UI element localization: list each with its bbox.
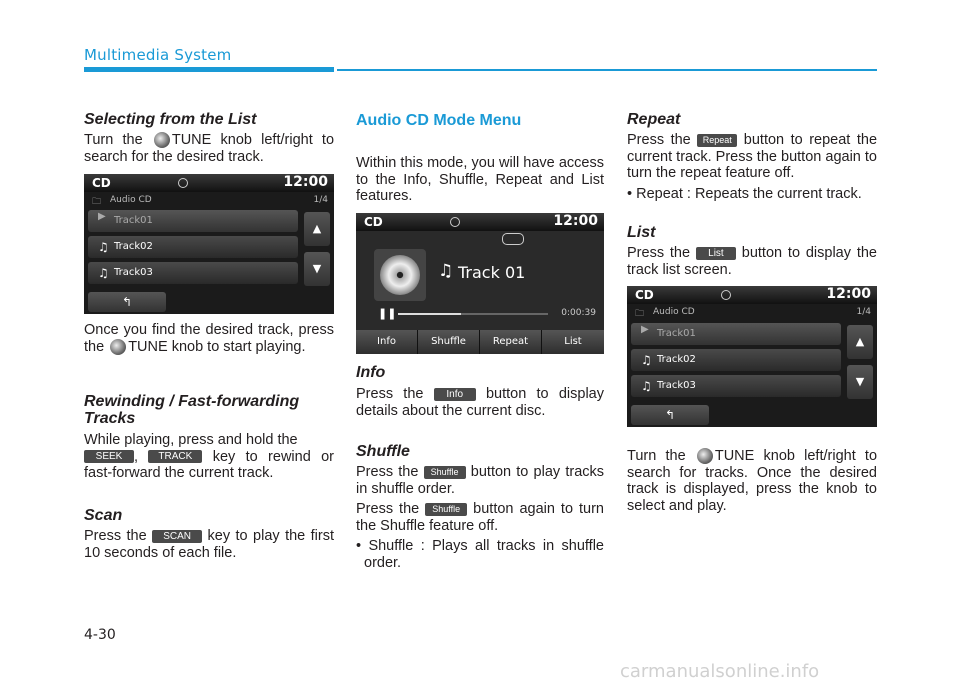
para-repeat: Press the Repeat button to repeat the current track. Press the button again to turn the repeat feature off. (627, 132, 878, 181)
para-scan: Press the SCAN key to play the first 10 seconds of each file. (84, 528, 335, 561)
back-button[interactable]: ↰ (631, 405, 709, 425)
disc-icon (178, 178, 188, 188)
heading-scan: Scan (84, 507, 123, 524)
folder-icon: 🗀 (635, 309, 645, 319)
heading-rewind: Rewinding / Fast-forwarding Tracks (84, 393, 300, 427)
para-select: Turn the TUNE knob left/right to search for the desired track. (84, 132, 335, 165)
repeat-status-icon (502, 233, 524, 245)
para-find: Once you find the desired track, press the TUNE knob to start playing. (84, 322, 334, 355)
para-list: Press the List button to display the track list screen. (627, 245, 877, 278)
info-button[interactable]: Info (356, 330, 418, 354)
heading-audio-cd-menu: Audio CD Mode Menu (356, 112, 522, 129)
cd-list-screen: CD 12:00 🗀 Audio CD 1/4 ▶ Track01 ♫ Track02 ♫ Track03 ▲ ▼ ↰ (84, 174, 334, 314)
tune-knob-icon (154, 132, 170, 148)
music-note-icon: ♫ (438, 261, 454, 281)
music-note-icon: ♫ (641, 353, 652, 367)
scroll-down-icon[interactable]: ▼ (304, 252, 330, 286)
progress-track[interactable] (398, 313, 548, 315)
para-info: Press the Info button to display details about the current disc. (356, 386, 604, 419)
music-note-icon: ♫ (98, 240, 109, 254)
list-item[interactable]: ♫ Track02 (88, 236, 298, 258)
play-icon: ▶ (98, 211, 106, 222)
pause-icon[interactable]: ❚❚ (378, 307, 397, 320)
heading-shuffle: Shuffle (356, 443, 410, 460)
repeat-button[interactable]: Repeat (480, 330, 542, 354)
heading-repeat: Repeat (627, 111, 681, 128)
heading-selecting: Selecting from the List (84, 111, 257, 128)
para-shuffle-1: Press the Shuffle button to play tracks in shuffle order. (356, 464, 605, 497)
music-note-icon: ♫ (98, 266, 109, 280)
progress-fill (398, 313, 461, 315)
watermark: carmanualsonline.info (620, 661, 820, 682)
list-button-icon: List (696, 247, 736, 260)
folder-icon: 🗀 (92, 197, 102, 207)
para-menu: Within this mode, you will have access to the Info, Shuffle, Repeat and List features. (356, 155, 604, 204)
header-bar (84, 67, 334, 72)
screen-status-bar: CD 12:00 (627, 286, 877, 304)
album-art (374, 249, 426, 301)
shuffle-button[interactable]: Shuffle (418, 330, 480, 354)
shuffle-button-icon: Shuffle (424, 466, 466, 479)
scroll-up-icon[interactable]: ▲ (847, 325, 873, 359)
cd-play-screen (356, 213, 604, 354)
track-key-icon: TRACK (148, 450, 202, 463)
header-rule (337, 69, 877, 71)
list-item[interactable]: ▶ Track01 (631, 323, 841, 345)
play-icon: ▶ (641, 324, 649, 335)
screen-status-bar: CD 12:00 (356, 213, 604, 231)
disc-icon (450, 217, 460, 227)
list-item[interactable]: ♫ Track03 (88, 262, 298, 284)
scan-key-icon: SCAN (152, 530, 202, 543)
back-button[interactable]: ↰ (88, 292, 166, 312)
para-rewind: While playing, press and hold the SEEK , TRACK key to rewind or fast-forward the current track. (84, 432, 334, 481)
disc-icon (721, 290, 731, 300)
list-button[interactable]: List (542, 330, 604, 354)
section-header: Multimedia System (84, 46, 232, 64)
bullet-repeat: • Repeat : Repeats the current track. (627, 186, 862, 202)
heading-info: Info (356, 364, 386, 381)
info-button-icon: Info (434, 388, 476, 401)
track-title: Track 01 (458, 263, 526, 282)
music-note-icon: ♫ (641, 379, 652, 393)
para-shuffle-2: Press the Shuffle button again to turn the Shuffle feature off. (356, 501, 604, 534)
bullet-shuffle: • Shuffle : Plays all tracks in shuffle order. (356, 538, 604, 571)
shuffle-button-icon: Shuffle (425, 503, 467, 516)
page-number: 4-30 (84, 627, 116, 643)
tune-knob-icon (697, 448, 713, 464)
tune-knob-icon (110, 339, 126, 355)
scroll-up-icon[interactable]: ▲ (304, 212, 330, 246)
seek-key-icon: SEEK (84, 450, 134, 463)
heading-list: List (627, 224, 656, 241)
list-item[interactable]: ♫ Track03 (631, 375, 841, 397)
screen-status-bar: CD 12:00 (84, 174, 334, 192)
repeat-button-icon: Repeat (697, 134, 737, 147)
list-item[interactable]: ♫ Track02 (631, 349, 841, 371)
para-tune: Turn the TUNE knob left/right to search for tracks. Once the desired track is displayed, press the knob to select and play. (627, 448, 878, 514)
elapsed-time: 0:00:39 (561, 308, 596, 318)
cd-list-screen-2: CD 12:00 🗀 Audio CD 1/4 ▶ Track01 ♫ Track02 ♫ Track03 ▲ ▼ ↰ (627, 286, 877, 427)
disc-icon (380, 255, 420, 295)
scroll-down-icon[interactable]: ▼ (847, 365, 873, 399)
list-item[interactable]: ▶ Track01 (88, 210, 298, 232)
